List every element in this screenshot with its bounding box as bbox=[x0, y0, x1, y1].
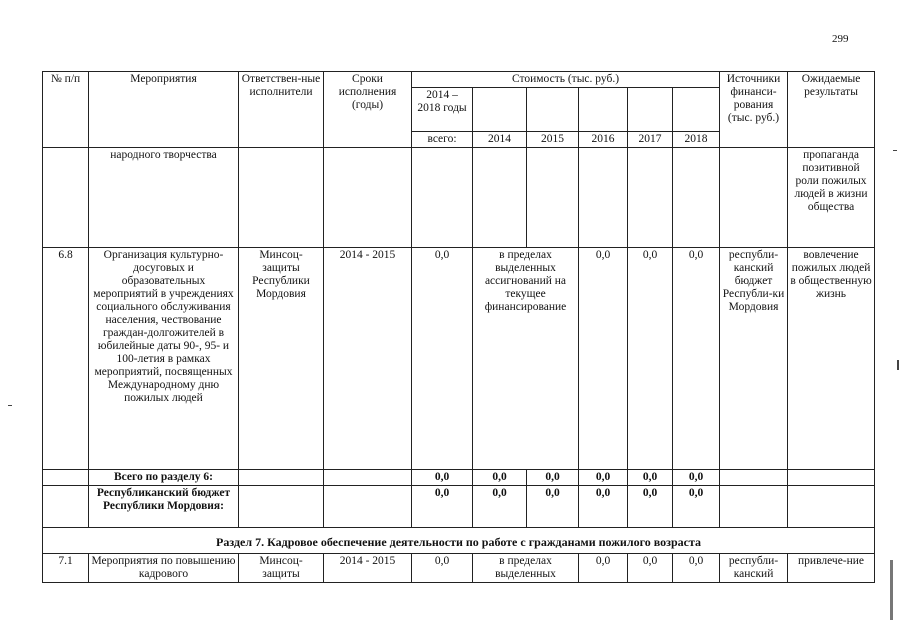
cell-empty bbox=[43, 148, 89, 248]
cell-num: 6.8 bbox=[43, 248, 89, 470]
subtotal-value: 0,0 bbox=[412, 470, 473, 486]
section-title: Раздел 7. Кадровое обеспечение деятельности по работе с гражданами пожилого возраста bbox=[43, 528, 875, 554]
header-blank bbox=[473, 88, 527, 132]
header-blank bbox=[527, 88, 579, 132]
cell-responsible: Минсоц-защиты bbox=[239, 554, 324, 583]
header-blank bbox=[579, 88, 628, 132]
cell-empty bbox=[324, 470, 412, 486]
cell-total: 0,0 bbox=[412, 248, 473, 470]
table-row bbox=[43, 148, 875, 248]
header-row bbox=[43, 72, 875, 88]
cell-2017: 0,0 bbox=[628, 554, 673, 583]
cell-empty bbox=[628, 148, 673, 248]
subtotal-value: 0,0 bbox=[628, 470, 673, 486]
header-year: 2016 bbox=[579, 132, 628, 148]
cell-empty bbox=[239, 486, 324, 528]
cell-2018: 0,0 bbox=[673, 248, 720, 470]
cell-num: 7.1 bbox=[43, 554, 89, 583]
cell-empty bbox=[673, 148, 720, 248]
cell-empty bbox=[527, 148, 579, 248]
scan-mark bbox=[897, 360, 899, 370]
header-year: 2017 bbox=[628, 132, 673, 148]
cell-result: вовлечение пожилых людей в общественную жизнь bbox=[788, 248, 875, 470]
budget-row bbox=[43, 486, 875, 528]
cell-empty bbox=[324, 148, 412, 248]
measures-table bbox=[42, 71, 875, 583]
header-sources: Источники финанси-рования (тыс. руб.) bbox=[720, 72, 788, 148]
cell-result: пропаганда позитивной роли пожилых людей в жизни общества bbox=[788, 148, 875, 248]
cell-merged-note: в пределах выделенных bbox=[473, 554, 579, 583]
cell-2018: 0,0 bbox=[673, 554, 720, 583]
scan-mark bbox=[893, 150, 897, 151]
subtotal-value: 0,0 bbox=[579, 470, 628, 486]
header-year: 2014 bbox=[473, 132, 527, 148]
budget-value: 0,0 bbox=[579, 486, 628, 528]
header-blank bbox=[628, 88, 673, 132]
header-terms: Сроки исполнения (годы) bbox=[324, 72, 412, 148]
page-number: 299 bbox=[832, 33, 849, 45]
header-blank bbox=[673, 88, 720, 132]
cell-merged-note: в пределах выделенных ассигнований на текущее финансирование bbox=[473, 248, 579, 470]
table-row bbox=[43, 248, 875, 470]
budget-label: Республиканский бюджет Республики Мордовия: bbox=[89, 486, 239, 528]
cell-2016: 0,0 bbox=[579, 554, 628, 583]
cell-empty bbox=[324, 486, 412, 528]
cell-measure: Мероприятия по повышению кадрового bbox=[89, 554, 239, 583]
cell-empty bbox=[720, 148, 788, 248]
header-period-total: 2014 – 2018 годы bbox=[412, 88, 473, 132]
header-results: Ожидаемые результаты bbox=[788, 72, 875, 148]
cell-source: республи-канский бюджет Республи-ки Мордовия bbox=[720, 248, 788, 470]
budget-value: 0,0 bbox=[628, 486, 673, 528]
subtotal-label: Всего по разделу 6: bbox=[89, 470, 239, 486]
cell-measure: Организация культурно-досуговых и образовательных мероприятий в учреждениях социального обслуживания населения, чествование граждан-долгожителей в юбилейные даты 90-, 95- и 100-летия в рамках мероприятий, посвященных Международному дню пожилых людей bbox=[89, 248, 239, 470]
scan-mark bbox=[890, 560, 893, 620]
cell-responsible: Минсоц-защиты Республики Мордовия bbox=[239, 248, 324, 470]
section-row bbox=[43, 528, 875, 554]
cell-empty bbox=[720, 470, 788, 486]
cell-empty bbox=[43, 470, 89, 486]
budget-value: 0,0 bbox=[527, 486, 579, 528]
header-measures: Мероприятия bbox=[89, 72, 239, 148]
cell-empty bbox=[579, 148, 628, 248]
table-row bbox=[43, 554, 875, 583]
header-total-label: всего: bbox=[412, 132, 473, 148]
cell-empty bbox=[473, 148, 527, 248]
cell-empty bbox=[239, 148, 324, 248]
cell-measure: народного творчества bbox=[89, 148, 239, 248]
cell-result: привлече-ние bbox=[788, 554, 875, 583]
header-year: 2018 bbox=[673, 132, 720, 148]
budget-value: 0,0 bbox=[412, 486, 473, 528]
subtotal-value: 0,0 bbox=[527, 470, 579, 486]
cell-2016: 0,0 bbox=[579, 248, 628, 470]
cell-empty bbox=[788, 486, 875, 528]
header-year: 2015 bbox=[527, 132, 579, 148]
cell-empty bbox=[720, 486, 788, 528]
header-cost: Стоимость (тыс. руб.) bbox=[412, 72, 720, 88]
cell-total: 0,0 bbox=[412, 554, 473, 583]
subtotal-row bbox=[43, 470, 875, 486]
header-num: № п/п bbox=[43, 72, 89, 148]
cell-empty bbox=[43, 486, 89, 528]
budget-value: 0,0 bbox=[473, 486, 527, 528]
budget-value: 0,0 bbox=[673, 486, 720, 528]
cell-empty bbox=[239, 470, 324, 486]
cell-source: республи-канский bbox=[720, 554, 788, 583]
cell-2017: 0,0 bbox=[628, 248, 673, 470]
cell-terms: 2014 - 2015 bbox=[324, 554, 412, 583]
subtotal-value: 0,0 bbox=[673, 470, 720, 486]
header-responsible: Ответствен-ные исполнители bbox=[239, 72, 324, 148]
cell-empty bbox=[412, 148, 473, 248]
cell-empty bbox=[788, 470, 875, 486]
scan-mark bbox=[8, 405, 12, 406]
subtotal-value: 0,0 bbox=[473, 470, 527, 486]
cell-terms: 2014 - 2015 bbox=[324, 248, 412, 470]
